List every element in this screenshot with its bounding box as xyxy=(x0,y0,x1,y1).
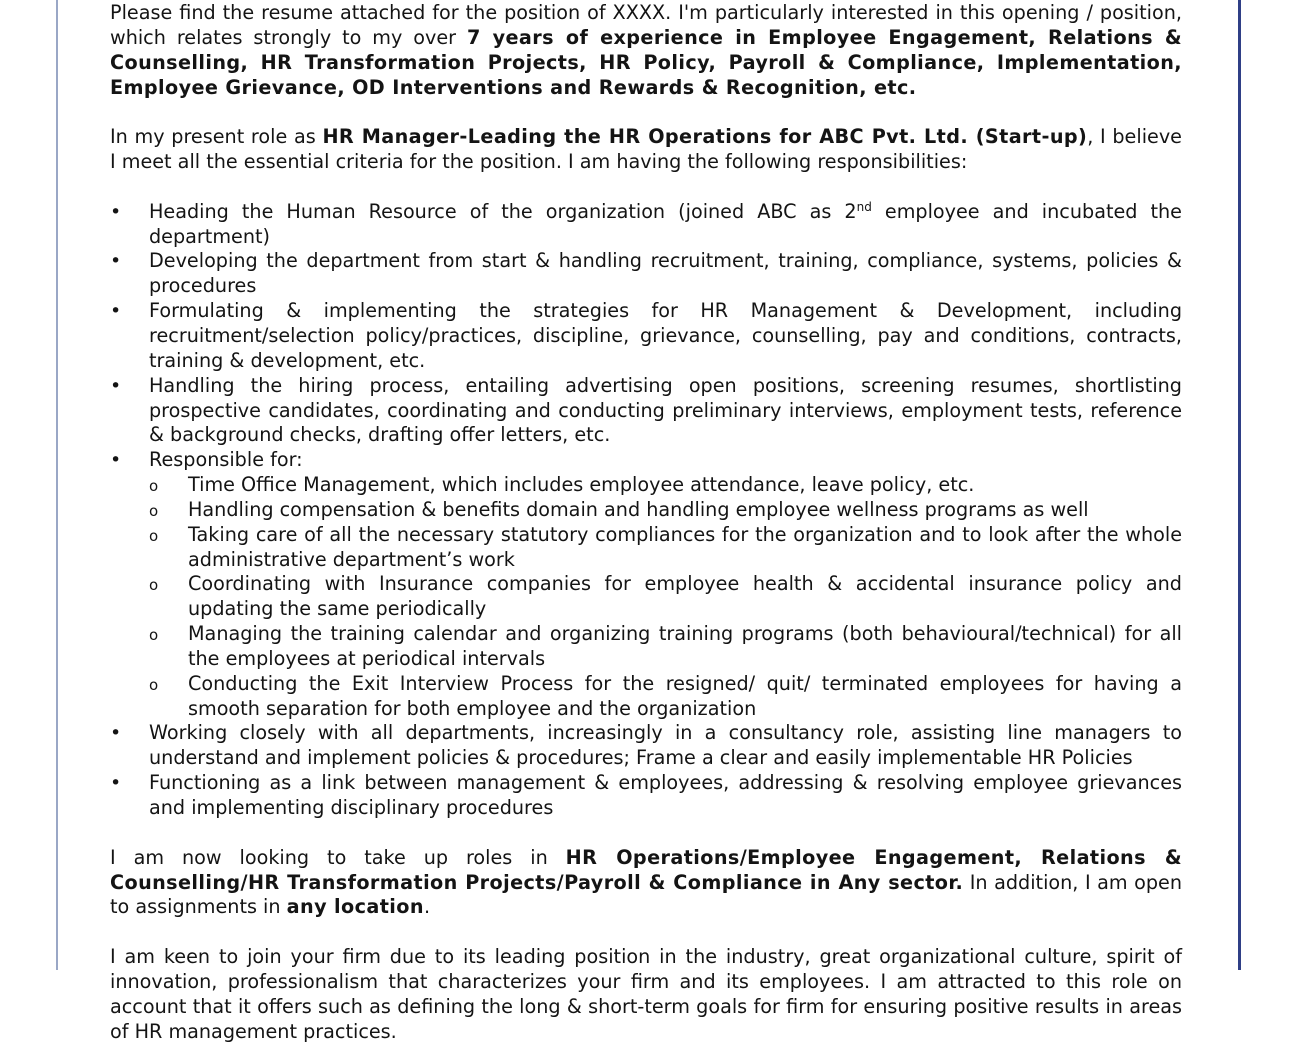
page-border-right xyxy=(1238,0,1241,970)
list-item: • Handling the hiring process, entailing advertising open positions, screening resumes, shortlisting prospective candidates, coordinating and conducting preliminary interviews, employment tests, reference & background checks, drafting offer letters, etc. xyxy=(110,374,1182,449)
list-item xyxy=(110,448,1182,721)
list-item: • Formulating & implementing the strategies for HR Management & Development, including recruitment/selection policy/practices, discipline, grievance, counselling, pay and conditions, contracts, training & development, etc. xyxy=(110,299,1182,374)
responsibilities-list xyxy=(110,200,1182,821)
current-role-title: HR Manager-Leading the HR Operations for ABC Pvt. Ltd. (Start-up) xyxy=(322,125,1088,149)
sub-list-item: o Handling compensation & benefits domain and handling employee wellness programs as well xyxy=(149,498,1182,523)
bullet-text: employee and incubated the department) xyxy=(149,199,1182,248)
sub-list-item: o Managing the training calendar and organizing training programs (both behavioural/technical) for all the employees at periodical intervals xyxy=(149,622,1182,672)
intro-paragraph xyxy=(110,1,1182,100)
page-border-left xyxy=(56,0,58,970)
roles-sought-intro: I am now looking to take up roles in xyxy=(110,845,566,869)
current-role-paragraph xyxy=(110,125,1182,175)
ordinal-superscript: nd xyxy=(856,199,872,214)
current-role-intro: In my present role as xyxy=(110,125,323,149)
roles-sought-text: In addition, I am open to assignments in xyxy=(110,870,1183,919)
intro-text: Please find the resume attached for the position of XXXX. I'm particularly interested in this opening / position, which relates strongly to my over xyxy=(110,1,1182,49)
list-item: • Working closely with all departments, increasingly in a consultancy role, assisting line managers to understand and implement policies & procedures; Frame a clear and easily implementable HR Policies xyxy=(110,721,1182,771)
sub-list-item: o Taking care of all the necessary statutory compliances for the organization and to look after the whole administrative department’s work xyxy=(149,523,1182,573)
roles-sought-paragraph xyxy=(110,846,1182,921)
list-item: • Developing the department from start & handling recruitment, training, compliance, systems, policies & procedures xyxy=(110,249,1182,299)
current-role-text: , I believe I meet all the essential criteria for the position. I am having the following responsibilities: xyxy=(110,125,1182,174)
list-item xyxy=(110,200,1182,250)
location-preference: any location xyxy=(286,895,424,919)
responsible-for-label: Responsible for: xyxy=(149,448,303,472)
bullet-text: Heading the Human Resource of the organization (joined ABC as 2 xyxy=(149,199,857,223)
sub-list-item: o Coordinating with Insurance companies for employee health & accidental insurance policy and updating the same periodically xyxy=(149,572,1182,622)
paragraph-spacer xyxy=(110,175,1182,200)
sub-responsibilities-list xyxy=(149,473,1182,721)
letter-body xyxy=(110,1,1182,1044)
sub-list-item: o Time Office Management, which includes employee attendance, leave policy, etc. xyxy=(149,473,1182,498)
list-item: • Functioning as a link between management & employees, addressing & resolving employee grievances and implementing disciplinary procedures xyxy=(110,771,1182,821)
paragraph-spacer xyxy=(110,821,1182,846)
paragraph-spacer xyxy=(110,920,1182,945)
period: . xyxy=(423,895,431,919)
experience-highlight: 7 years of experience in Employee Engagement, Relations & Counselling, HR Transformation Projects, HR Policy, Payroll & Compliance, Implementation, Employee Grievance, OD Interventions and Rewards & Recognition, etc. xyxy=(110,25,1182,99)
target-roles: HR Operations/Employee Engagement, Relations & Counselling/HR Transformation Projects/Payroll & Compliance in Any sector. xyxy=(110,845,1182,894)
paragraph-spacer xyxy=(110,100,1182,125)
sub-list-item: o Conducting the Exit Interview Process for the resigned/ quit/ terminated employees for having a smooth separation for both employee and the organization xyxy=(149,672,1182,722)
motivation-paragraph: I am keen to join your firm due to its leading position in the industry, great organizational culture, spirit of innovation, professionalism that characterizes your firm and its employees. I am attracted to this role on account that it offers such as defining the long & short-term goals for firm for ensuring positive results in areas of HR management practices. xyxy=(110,945,1182,1043)
